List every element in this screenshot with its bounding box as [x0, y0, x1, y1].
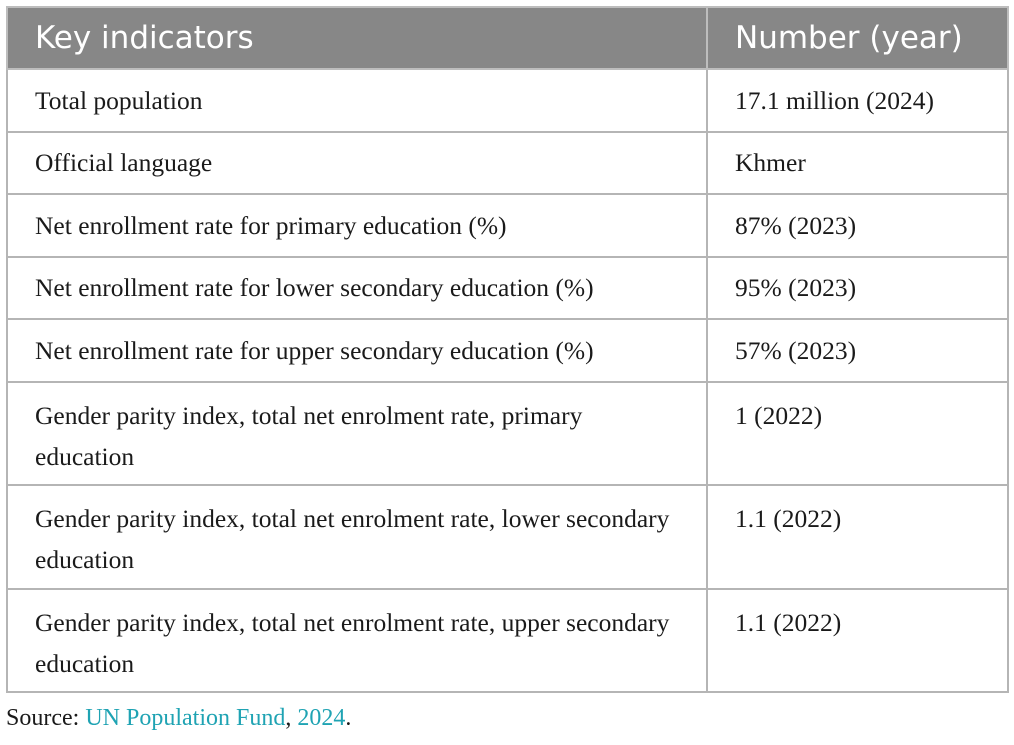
value-cell: 1.1 (2022): [707, 485, 1008, 589]
value-cell: 1.1 (2022): [707, 589, 1008, 693]
value-cell: Khmer: [707, 132, 1008, 195]
source-link-un-population-fund[interactable]: UN Population Fund: [85, 705, 286, 731]
indicator-cell: Net enrollment rate for primary education (%): [7, 194, 707, 257]
source-link-year[interactable]: 2024: [297, 705, 346, 731]
value-cell: 87% (2023): [707, 194, 1008, 257]
value-cell: 95% (2023): [707, 257, 1008, 320]
indicator-cell: Net enrollment rate for lower secondary education (%): [7, 257, 707, 320]
table-row: [7, 257, 1008, 320]
table-row: [7, 132, 1008, 195]
column-header-number-year: Number (year): [707, 7, 1008, 69]
indicator-cell: Official language: [7, 132, 707, 195]
table-row: [7, 382, 1008, 486]
indicator-cell: Gender parity index, total net enrolment rate, primary education: [7, 382, 707, 486]
table-row: [7, 485, 1008, 589]
column-header-key-indicators: Key indicators: [7, 7, 707, 69]
source-separator: ,: [285, 705, 298, 731]
table-row: [7, 319, 1008, 382]
source-note: [6, 705, 351, 732]
indicator-cell: Net enrollment rate for upper secondary education (%): [7, 319, 707, 382]
value-cell: 57% (2023): [707, 319, 1008, 382]
indicator-cell: Total population: [7, 69, 707, 132]
table-row: [7, 589, 1008, 693]
source-prefix: Source:: [6, 705, 86, 731]
table-row: [7, 194, 1008, 257]
indicator-cell: Gender parity index, total net enrolment rate, lower secondary education: [7, 485, 707, 589]
value-cell: 17.1 million (2024): [707, 69, 1008, 132]
table-header-row: [7, 7, 1008, 69]
source-suffix: .: [345, 705, 352, 731]
value-cell: 1 (2022): [707, 382, 1008, 486]
indicators-table-container: [6, 6, 1007, 693]
indicator-cell: Gender parity index, total net enrolment rate, upper secondary education: [7, 589, 707, 693]
indicators-table: [6, 6, 1009, 693]
table-row: [7, 69, 1008, 132]
